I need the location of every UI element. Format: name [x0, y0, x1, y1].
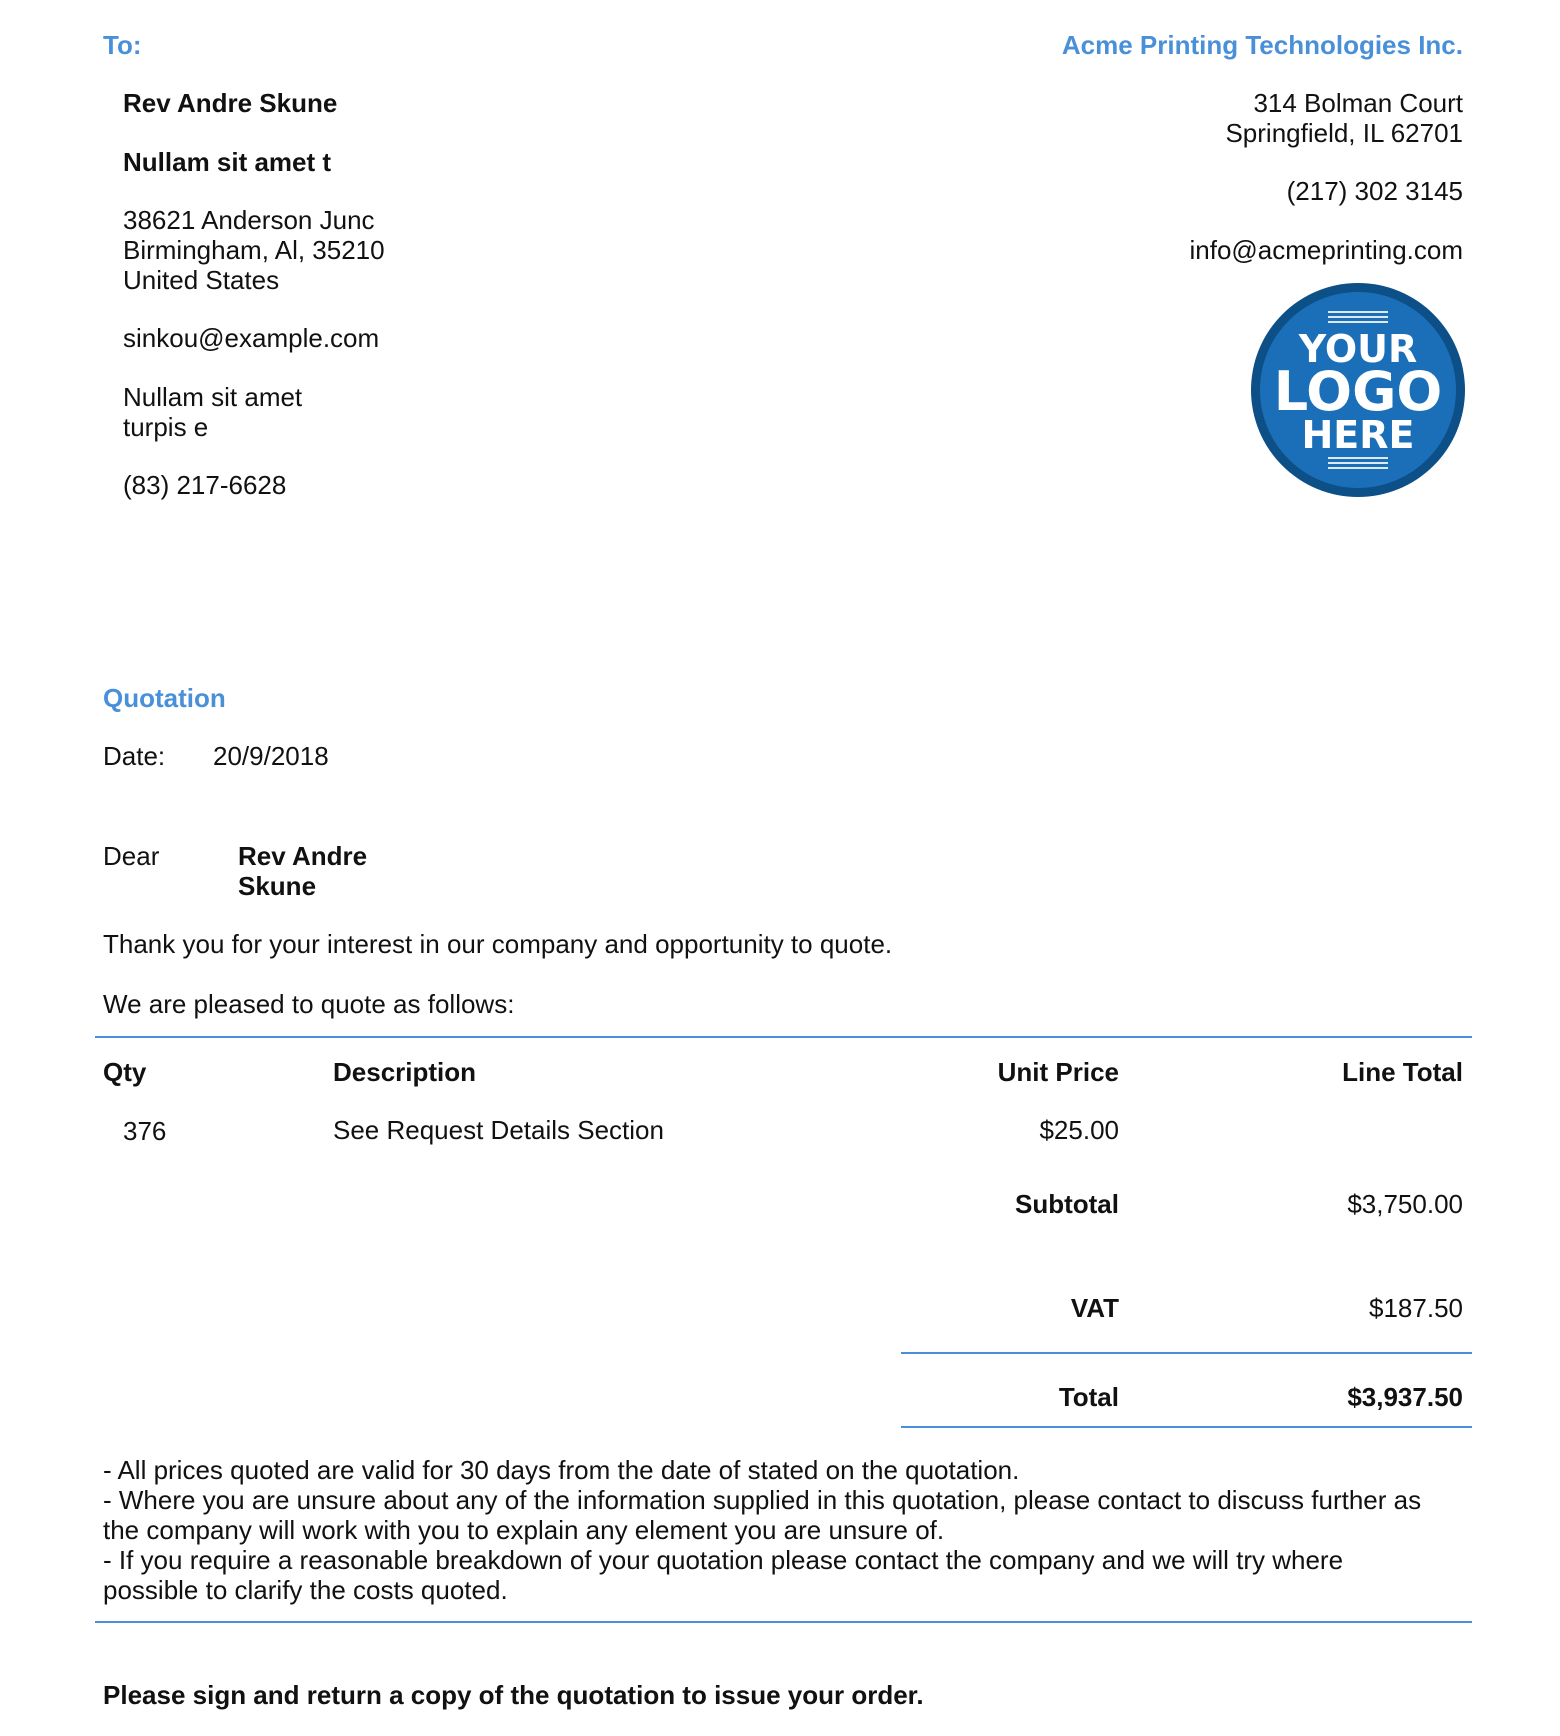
company-address-line: 314 Bolman Court — [1253, 88, 1463, 118]
thanks-line: Thank you for your interest in our company and opportunity to quote. — [103, 929, 893, 959]
company-name: Acme Printing Technologies Inc. — [1061, 30, 1463, 60]
header-description: Description — [333, 1057, 477, 1087]
header-qty: Qty — [103, 1057, 147, 1087]
quotation-title: Quotation — [103, 683, 226, 713]
to-label: To: — [103, 30, 142, 60]
client-name: Rev Andre Skune — [123, 88, 338, 118]
row-qty: 376 — [123, 1116, 167, 1146]
total-value: $3,937.50 — [1347, 1382, 1463, 1412]
client-address — [123, 205, 385, 295]
terms-note-line: the company will work with you to explain any element you are unsure of. — [103, 1515, 945, 1545]
total-bottom-divider — [901, 1426, 1472, 1428]
header-unit-price: Unit Price — [997, 1057, 1119, 1087]
client-note — [123, 382, 302, 442]
vat-label: VAT — [1070, 1293, 1119, 1323]
date-label: Date: — [103, 741, 166, 771]
logo-text-logo: LOGO — [1273, 360, 1443, 423]
client-phone: (83) 217-6628 — [123, 470, 287, 500]
client-email: sinkou@example.com — [123, 323, 380, 353]
client-note-line: turpis e — [123, 412, 209, 442]
terms-note-line: - All prices quoted are valid for 30 days from the date of stated on the quotation. — [103, 1455, 1020, 1485]
notes-bottom-divider — [95, 1621, 1472, 1623]
company-phone: (217) 302 3145 — [1286, 176, 1463, 206]
company-address-line: Springfield, IL 62701 — [1225, 118, 1463, 148]
total-label: Total — [1058, 1382, 1119, 1412]
vat-value: $187.50 — [1369, 1293, 1463, 1323]
company-address — [1225, 88, 1463, 148]
logo-text-here: HERE — [1301, 413, 1415, 457]
client-address-line: United States — [123, 265, 280, 295]
header-line-total: Line Total — [1342, 1057, 1463, 1087]
subtotal-value: $3,750.00 — [1347, 1189, 1463, 1219]
client-address-line: Birmingham, Al, 35210 — [123, 235, 385, 265]
pleased-line: We are pleased to quote as follows: — [103, 989, 515, 1019]
dear-name-line: Rev Andre — [238, 841, 368, 871]
dear-name — [238, 841, 367, 901]
row-description: See Request Details Section — [333, 1115, 664, 1145]
terms-notes — [103, 1455, 1473, 1605]
sign-instruction: Please sign and return a copy of the quotation to issue your order. — [103, 1680, 924, 1710]
dear-name-line: Skune — [238, 871, 317, 901]
terms-note-line: - If you require a reasonable breakdown of your quotation please contact the company and we will try where — [103, 1545, 1344, 1575]
terms-note-line: possible to clarify the costs quoted. — [103, 1575, 508, 1605]
row-unit-price: $25.00 — [1039, 1115, 1119, 1145]
logo-text-your: YOUR — [1298, 327, 1418, 371]
table-top-divider — [95, 1036, 1472, 1038]
company-logo — [1250, 282, 1466, 498]
date-value: 20/9/2018 — [213, 741, 329, 771]
client-note-line: Nullam sit amet — [123, 382, 303, 412]
client-company: Nullam sit amet t — [123, 147, 332, 177]
dear-label: Dear — [103, 841, 160, 871]
total-top-divider — [901, 1352, 1472, 1354]
client-address-line: 38621 Anderson Junc — [123, 205, 375, 235]
company-email: info@acmeprinting.com — [1189, 235, 1463, 265]
terms-note-line: - Where you are unsure about any of the information supplied in this quotation, please contact to discuss further as — [103, 1485, 1422, 1515]
subtotal-label: Subtotal — [1015, 1189, 1119, 1219]
